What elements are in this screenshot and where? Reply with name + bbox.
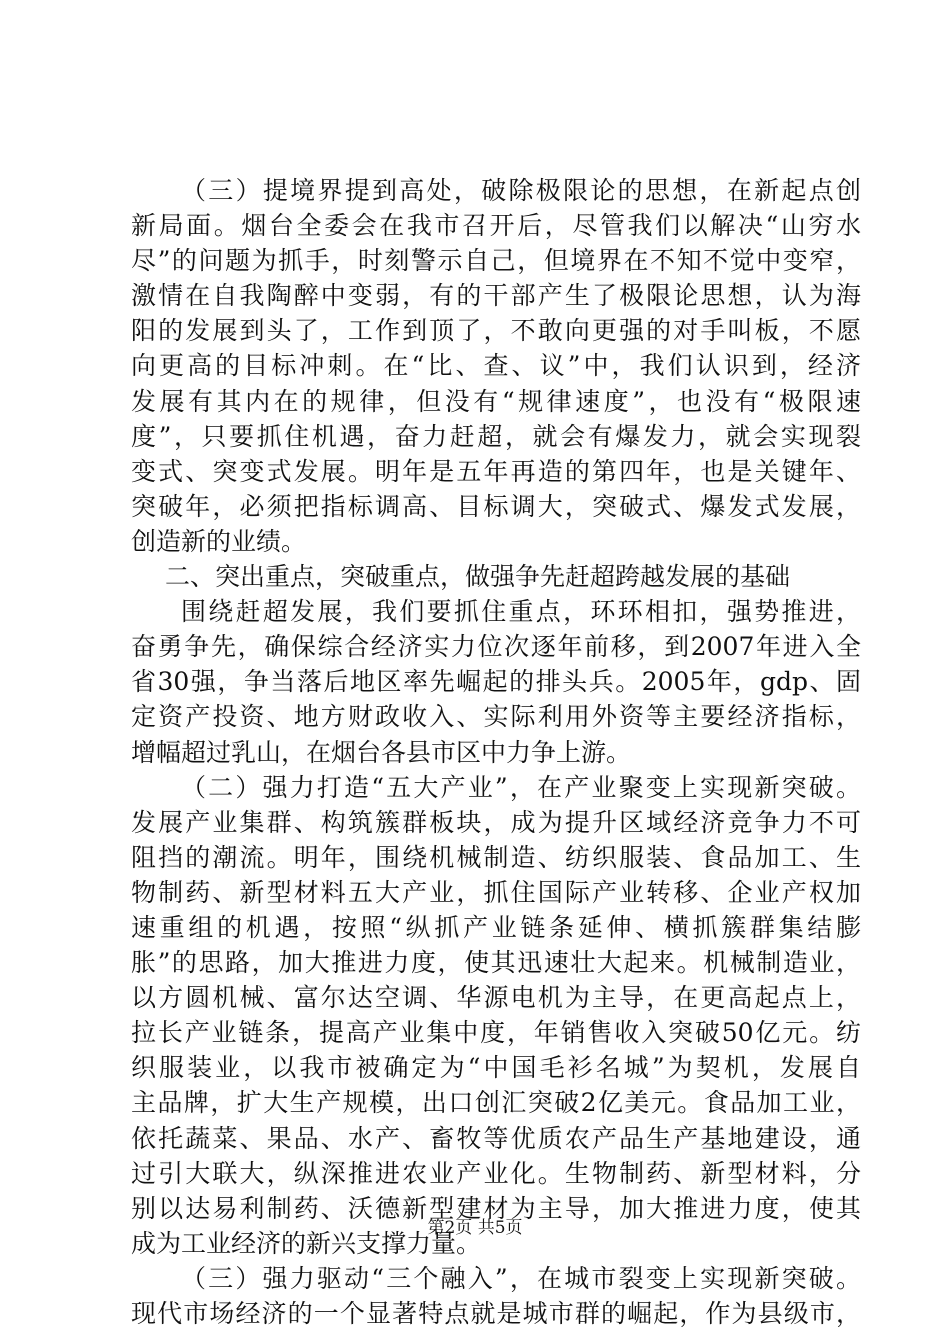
paragraph-line: 依托蔬菜、果品、水产、畜牧等优质农产品生产基地建设，通	[131, 1123, 861, 1153]
paragraph-line: 物制药、新型材料五大产业，抓住国际产业转移、企业产权加	[131, 877, 861, 907]
paragraph-line: 增幅超过乳山，在烟台各县市区中力争上游。	[131, 737, 632, 767]
paragraph-line: 以方圆机械、富尔达空调、华源电机为主导，在更高起点上，	[131, 983, 861, 1013]
paragraph-line: 创造新的业绩。	[131, 526, 307, 556]
paragraph-line: 过引大联大，纵深推进农业产业化。生物制药、新型材料，分	[131, 1158, 861, 1188]
paragraph-line: 尽”的问题为抓手，时刻警示自己，但境界在不知不觉中变窄，	[131, 246, 861, 276]
paragraph-line: 发展产业集群、构筑簇群板块，成为提升区域经济竞争力不可	[131, 807, 861, 837]
paragraph-line: 胀”的思路，加大推进力度，使其迅速壮大起来。机械制造业，	[131, 948, 861, 978]
paragraph-line: 奋勇争先，确保综合经济实力位次逐年前移，到2007年进入全	[131, 632, 861, 662]
document-body	[131, 173, 861, 1331]
paragraph-line: 阻挡的潮流。明年，围绕机械制造、纺织服装、食品加工、生	[131, 842, 861, 872]
paragraph-line: 变式、突变式发展。明年是五年再造的第四年，也是关键年、	[131, 456, 861, 486]
paragraph-line: 定资产投资、地方财政收入、实际利用外资等主要经济指标，	[131, 702, 861, 732]
paragraph-line: 织服装业，以我市被确定为“中国毛衫名城”为契机，发展自	[131, 1053, 861, 1083]
paragraph-line: 突破年，必须把指标调高、目标调大，突破式、爆发式发展，	[131, 491, 861, 521]
paragraph-line: 现代市场经济的一个显著特点就是城市群的崛起，作为县级市，	[131, 1299, 861, 1328]
paragraph-line: （三）提境界提到高处，破除极限论的思想，在新起点创	[181, 176, 861, 205]
paragraph-line: 成为工业经济的新兴支撑力量。	[131, 1228, 482, 1258]
paragraph-line: （三）强力驱动“三个融入”，在城市裂变上实现新突破。	[181, 1263, 861, 1293]
paragraph-line: 围绕赶超发展，我们要抓住重点，环环相扣，强势推进，	[181, 597, 861, 627]
paragraph-line: 拉长产业链条，提高产业集中度，年销售收入突破50亿元。纺	[131, 1018, 861, 1048]
paragraph-line: （二）强力打造“五大产业”，在产业聚变上实现新突破。	[181, 772, 861, 802]
section-heading: 二、突出重点，突破重点，做强争先赶超跨越发展的基础	[165, 562, 791, 592]
paragraph-line: 发展有其内在的规律，但没有“规律速度”，也没有“极限速	[131, 386, 861, 416]
paragraph-line: 新局面。烟台全委会在我市召开后，尽管我们以解决“山穷水	[131, 211, 861, 241]
paragraph-line: 向更高的目标冲刺。在“比、查、议”中，我们认识到，经济	[131, 351, 861, 381]
paragraph-line: 别以达易利制药、沃德新型建材为主导，加大推进力度，使其	[131, 1193, 861, 1223]
paragraph-line: 度”，只要抓住机遇，奋力赶超，就会有爆发力，就会实现裂	[131, 421, 861, 451]
paragraph-line: 速重组的机遇，按照“纵抓产业链条延伸、横抓簇群集结膨	[131, 912, 861, 942]
paragraph-line: 主品牌，扩大生产规模，出口创汇突破2亿美元。食品加工业，	[131, 1088, 861, 1118]
paragraph-line: 阳的发展到头了，工作到顶了，不敢向更强的对手叫板，不愿	[131, 316, 861, 346]
paragraph-line: 省30强，争当落后地区率先崛起的排头兵。2005年，gdp、固	[131, 667, 861, 697]
page-number-footer: 第2页 共5页	[427, 1218, 523, 1238]
paragraph-line: 激情在自我陶醉中变弱，有的干部产生了极限论思想，认为海	[131, 281, 861, 311]
